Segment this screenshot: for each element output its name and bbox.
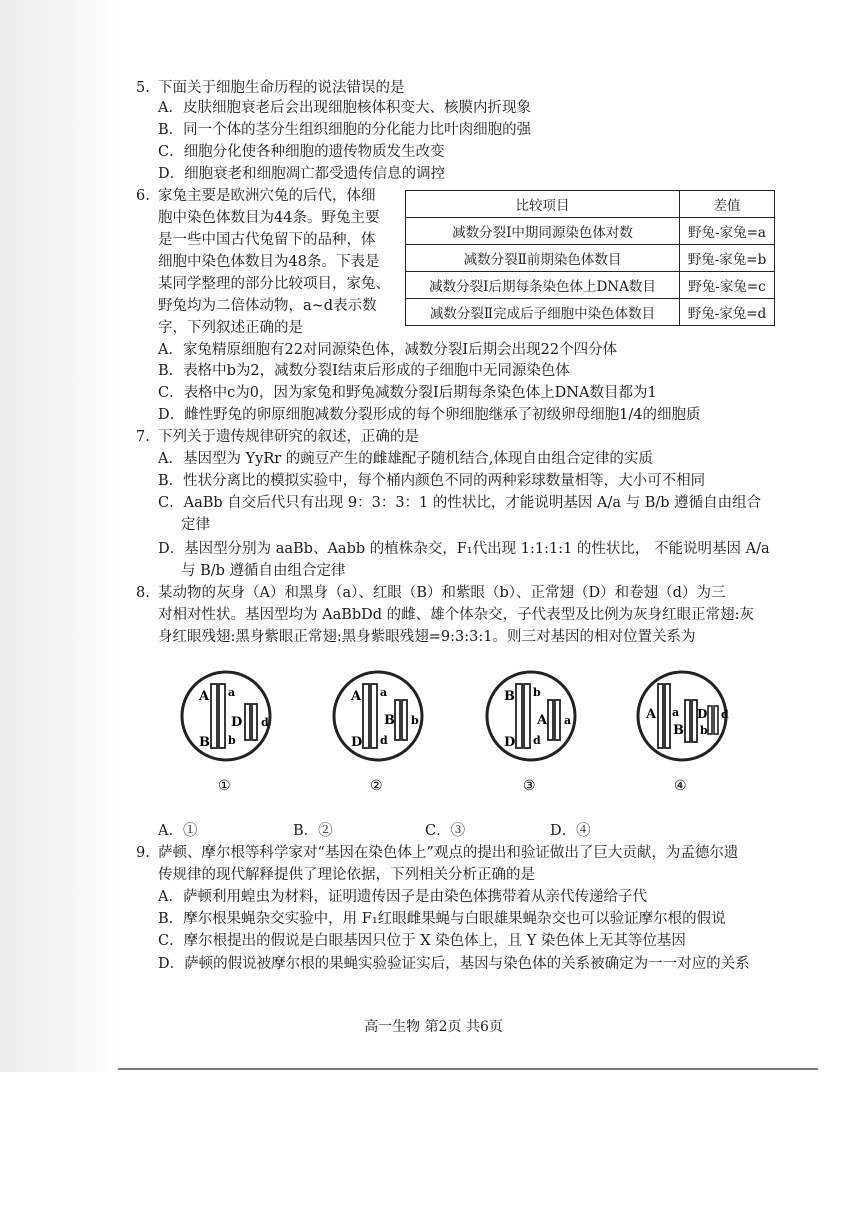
question-number: 9. bbox=[136, 845, 150, 861]
question-stem-line: 萨顿、摩尔根等科学家对“基因在染色体上”观点的提出和验证做出了巨大贡献，为孟德尔遗 bbox=[158, 845, 739, 861]
table-row bbox=[406, 245, 775, 272]
cell-diagram-1 bbox=[178, 660, 278, 795]
table-row bbox=[406, 299, 775, 326]
option-c: C．③ bbox=[425, 823, 466, 839]
gene-label: b bbox=[228, 734, 236, 747]
cell-diagram-3 bbox=[483, 660, 583, 795]
option-a: A．萨顿利用蝗虫为材料，证明遗传因子是由染色体携带着从亲代传递给子代 bbox=[158, 889, 647, 905]
question-stem-line: 细胞中染色体数目为48条。下表是 bbox=[158, 254, 380, 270]
table-cell: 减数分裂Ⅱ完成后子细胞中染色体数目 bbox=[406, 299, 680, 326]
gene-label: a bbox=[228, 686, 236, 699]
table-cell: 野兔-家兔=c bbox=[680, 272, 775, 299]
gene-label: a bbox=[564, 714, 572, 727]
chromosome bbox=[555, 700, 560, 740]
option-d: D．雌性野兔的卵原细胞减数分裂形成的每个卵细胞继承了初级卵母细胞1/4的细胞质 bbox=[158, 407, 701, 423]
question-stem-line: 字，下列叙述正确的是 bbox=[158, 320, 303, 336]
gene-label: d bbox=[721, 708, 729, 721]
chromosome bbox=[211, 684, 217, 748]
chromosome bbox=[395, 700, 400, 740]
question-stem: 下列关于遗传规律研究的叙述，正确的是 bbox=[158, 429, 419, 445]
table-header: 差值 bbox=[680, 191, 775, 218]
chromosome bbox=[524, 684, 530, 748]
question-number: 8. bbox=[136, 585, 150, 601]
gene-label: a bbox=[380, 686, 388, 699]
table-header-row bbox=[406, 191, 775, 218]
option-c: C．AaBb 自交后代只有出现 9：3：3：1 的性状比，才能说明基因 A/a 与 B/b 遵循自由组合 bbox=[158, 495, 762, 511]
chromosome bbox=[708, 706, 712, 734]
option-a: A．基因型为 YyRr 的豌豆产生的雌雄配子随机结合,体现自由组合定律的实质 bbox=[158, 451, 653, 467]
chromosome bbox=[658, 684, 663, 748]
gene-label: A bbox=[351, 689, 362, 704]
gene-label: b bbox=[411, 714, 419, 727]
gene-label: D bbox=[231, 715, 243, 730]
table-cell: 野兔-家兔=b bbox=[680, 245, 775, 272]
chromosome bbox=[219, 684, 225, 748]
chromosome bbox=[252, 704, 257, 740]
option-c: C．摩尔根提出的假说是白眼基因只位于 X 染色体上，且 Y 染色体上无其等位基因 bbox=[158, 933, 686, 949]
table-cell: 减数分裂Ⅱ前期染色体数目 bbox=[406, 245, 680, 272]
gene-label: A bbox=[199, 689, 210, 704]
chromosome bbox=[548, 700, 553, 740]
option-b: B．表格中b为2，减数分裂Ⅰ结束后形成的子细胞中无同源染色体 bbox=[158, 363, 570, 379]
chromosome bbox=[402, 700, 407, 740]
option-b: B．摩尔根果蝇杂交实验中，用 F₁红眼雌果蝇与白眼雄果蝇杂交也可以验证摩尔根的假说 bbox=[158, 911, 726, 927]
table-cell: 减数分裂Ⅰ后期每条染色体上DNA数目 bbox=[406, 272, 680, 299]
option-c: C．细胞分化使各种细胞的遗传物质发生改变 bbox=[158, 144, 445, 160]
gene-label: B bbox=[673, 723, 684, 738]
gene-label: d bbox=[261, 716, 269, 729]
gene-label: B bbox=[504, 689, 515, 704]
cell-diagram-4 bbox=[634, 660, 734, 795]
option-b: B．② bbox=[293, 823, 333, 839]
chromosome bbox=[665, 684, 670, 748]
question-stem-line: 胞中染色体数目为44条。野兔主要 bbox=[158, 210, 380, 226]
question-stem-line: 对相对性状。基因型均为 AaBbDd 的雌、雄个体杂交，子代表型及比例为灰身红眼正常翅:灰 bbox=[158, 607, 755, 623]
question-stem-line: 是一些中国古代兔留下的品种，体 bbox=[158, 232, 376, 248]
question-stem-line: 身红眼残翅:黑身紫眼正常翅:黑身紫眼残翅=9:3:3:1。则三对基因的相对位置关系为 bbox=[158, 629, 696, 645]
question-stem-line: 野兔均为二倍体动物，a~d表示数 bbox=[158, 298, 377, 314]
gene-label: B bbox=[199, 735, 210, 750]
table-header: 比较项目 bbox=[406, 191, 680, 218]
question-stem-line: 某同学整理的部分比较项目，家兔、 bbox=[158, 276, 390, 292]
option-d: D．细胞衰老和细胞凋亡都受遗传信息的调控 bbox=[158, 166, 446, 182]
gene-label: B bbox=[384, 713, 395, 728]
chromosome bbox=[685, 700, 690, 742]
option-c-continued: 定律 bbox=[181, 517, 210, 533]
cell-diagram-2 bbox=[330, 660, 430, 795]
option-b: B．同一个体的茎分生组织细胞的分化能力比叶肉细胞的强 bbox=[158, 122, 532, 138]
question-stem-line: 家兔主要是欧洲穴兔的后代，体细 bbox=[158, 188, 376, 204]
option-d-continued: 与 B/b 遵循自由组合定律 bbox=[181, 563, 346, 579]
option-d: D．④ bbox=[550, 823, 591, 839]
option-c: C．表格中c为0，因为家兔和野兔减数分裂Ⅰ后期每条染色体上DNA数目都为1 bbox=[158, 385, 657, 401]
table-row bbox=[406, 272, 775, 299]
question-number: 5. bbox=[136, 80, 150, 96]
gene-label: d bbox=[533, 734, 541, 747]
cell-number: ① bbox=[218, 778, 231, 794]
gene-label: D bbox=[504, 735, 516, 750]
cell-outline bbox=[487, 672, 575, 760]
table-cell: 野兔-家兔=a bbox=[680, 218, 775, 245]
option-a: A．家兔精原细胞有22对同源染色体，减数分裂Ⅰ后期会出现22个四分体 bbox=[158, 342, 618, 358]
question-number: 6. bbox=[136, 188, 150, 204]
option-a: A．① bbox=[158, 823, 198, 839]
cell-number: ② bbox=[370, 778, 383, 794]
option-d: D．萨顿的假说被摩尔根的果蝇实验验证实后，基因与染色体的关系被确定为一一对应的关系 bbox=[158, 956, 750, 972]
question-number: 7. bbox=[136, 429, 150, 445]
cell-number: ③ bbox=[523, 778, 536, 794]
chromosome bbox=[245, 704, 250, 740]
gene-label: A bbox=[646, 707, 657, 722]
question-stem-line: 某动物的灰身（A）和黑身（a）、红眼（B）和紫眼（b）、正常翅（D）和卷翅（d）为三 bbox=[158, 585, 726, 601]
table-cell: 野兔-家兔=d bbox=[680, 299, 775, 326]
gene-label: b bbox=[700, 724, 708, 737]
chromosome bbox=[371, 684, 377, 748]
question-stem-line: 传规律的现代解释提供了理论依据，下列相关分析正确的是 bbox=[158, 867, 535, 883]
cell-outline bbox=[334, 672, 422, 760]
question-stem: 下面关于细胞生命历程的说法错误的是 bbox=[158, 80, 405, 96]
gene-label: a bbox=[672, 706, 680, 719]
comparison-table bbox=[405, 190, 775, 326]
gene-label: D bbox=[351, 735, 363, 750]
gene-label: D bbox=[697, 707, 708, 721]
gene-label: b bbox=[533, 686, 541, 699]
gene-label: d bbox=[380, 734, 388, 747]
chromosome bbox=[516, 684, 522, 748]
table-row bbox=[406, 218, 775, 245]
table-cell: 减数分裂Ⅰ中期同源染色体对数 bbox=[406, 218, 680, 245]
option-a: A．皮肤细胞衰老后会出现细胞核体积变大、核膜内折现象 bbox=[158, 100, 531, 116]
option-d: D．基因型分别为 aaBb、Aabb 的植株杂交，F₁代出现 1:1:1:1 的性状比， 不能说明基因 A/a bbox=[158, 541, 770, 557]
page-footer: 高一生物 第2页 共6页 bbox=[364, 1019, 503, 1035]
gene-label: A bbox=[537, 713, 548, 728]
chromosome bbox=[363, 684, 369, 748]
chromosome bbox=[714, 706, 718, 734]
option-b: B．性状分离比的模拟实验中，每个桶内颜色不同的两种彩球数量相等，大小可不相同 bbox=[158, 473, 706, 489]
cell-number: ④ bbox=[674, 778, 687, 794]
